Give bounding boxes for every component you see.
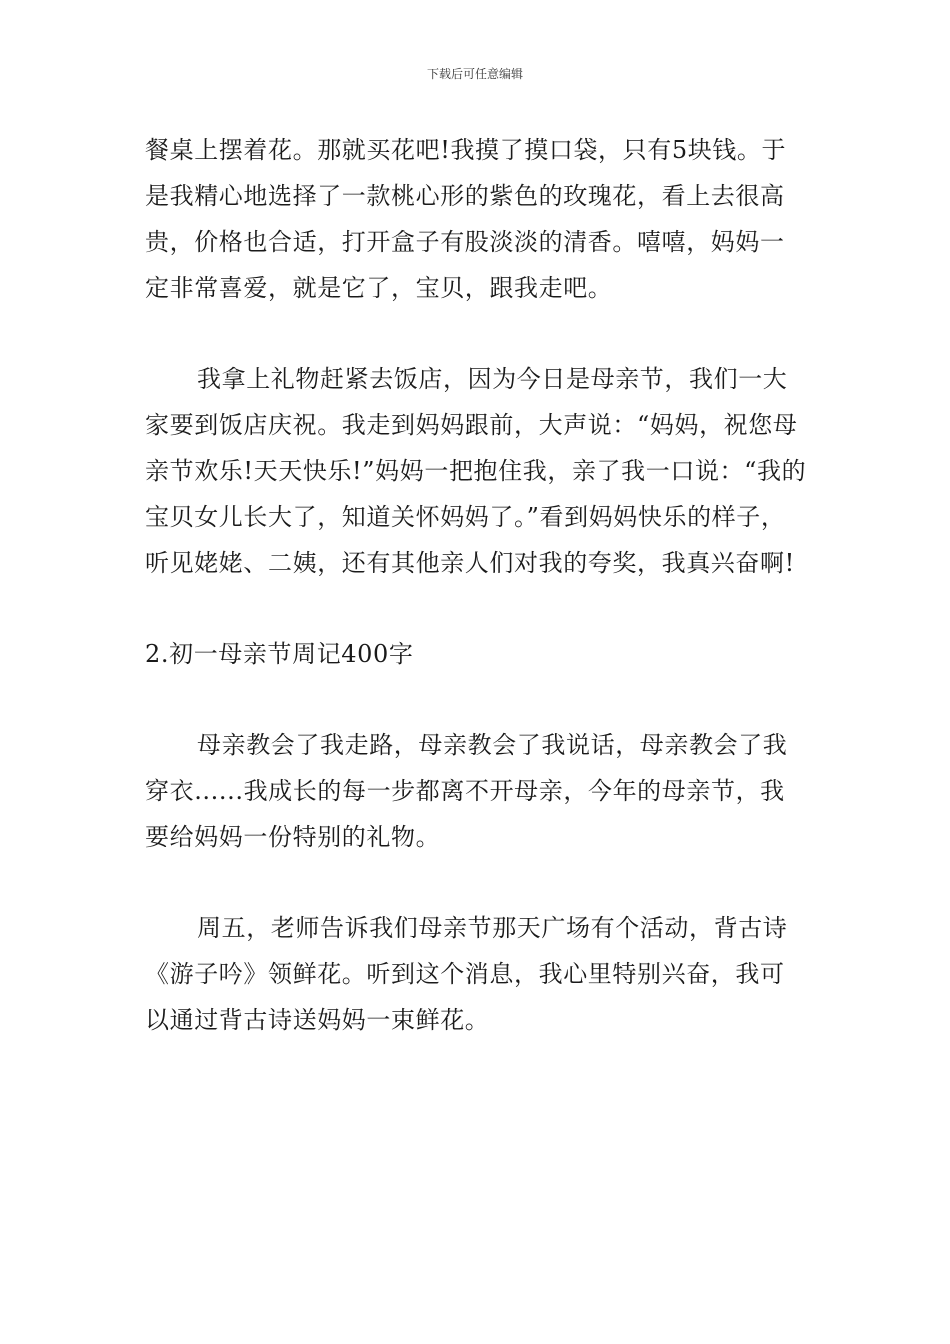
paragraph-gap xyxy=(145,677,807,722)
paragraph-gap xyxy=(145,586,807,631)
section-heading: 2.初一母亲节周记400字 xyxy=(145,640,414,668)
paragraph-3: 母亲教会了我走路，母亲教会了我说话，母亲教会了我穿衣......我成长的每一步都离不开母亲，今年的母亲节，我要给妈妈一份特别的礼物。 xyxy=(145,731,788,851)
paragraph-1: 餐桌上摆着花。那就买花吧!我摸了摸口袋，只有5块钱。于是我精心地选择了一款桃心形的紫色的玫瑰花，看上去很高贵，价格也合适，打开盒子有股淡淡的清香。嘻嘻，妈妈一定非常喜爱，就是它了，宝贝，跟我走吧。 xyxy=(145,136,787,302)
paragraph-gap xyxy=(145,860,807,905)
paragraph-2: 我拿上礼物赶紧去饭店，因为今日是母亲节，我们一大家要到饭店庆祝。我走到妈妈跟前，大声说：“妈妈，祝您母亲节欢乐!天天快乐!”妈妈一把抱住我，亲了我一口说：“我的宝贝女儿长大了，知道关怀妈妈了。”看到妈妈快乐的样子，听见姥姥、二姨，还有其他亲人们对我的夸奖，我真兴奋啊! xyxy=(145,365,807,577)
paragraph-gap xyxy=(145,311,807,356)
page-header-note: 下载后可任意编辑 xyxy=(426,67,523,81)
paragraph-4: 周五，老师告诉我们母亲节那天广场有个活动，背古诗《游子吟》领鲜花。听到这个消息，我心里特别兴奋，我可以通过背古诗送妈妈一束鲜花。 xyxy=(145,914,788,1034)
document-body xyxy=(145,127,807,1043)
